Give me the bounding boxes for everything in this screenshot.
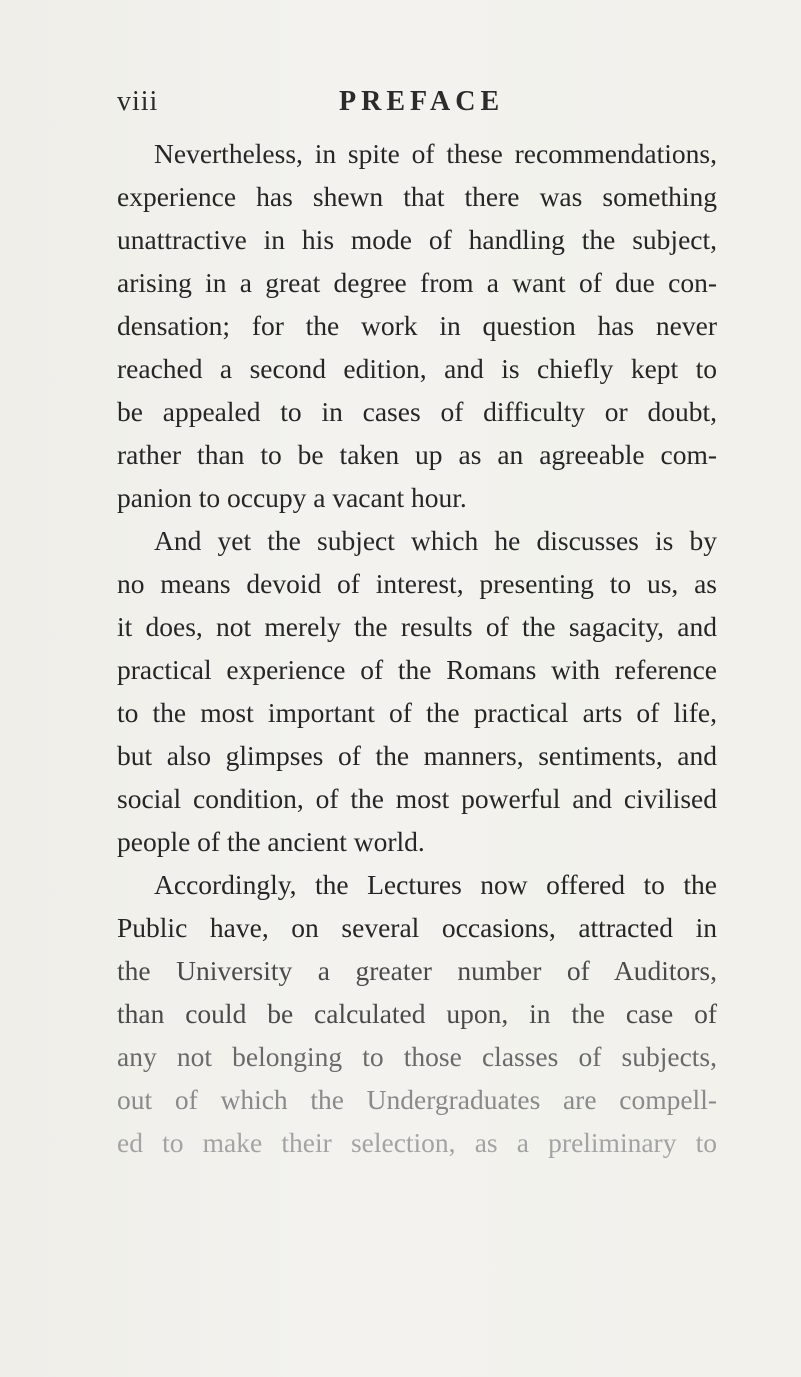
text-line: unattractive in his mode of handling the subject,	[117, 224, 717, 255]
text-line: it does, not merely the results of the sagacity, and	[117, 611, 717, 642]
section-title: PREFACE	[339, 86, 505, 117]
text-line: out of which the Undergraduates are compell-	[117, 1084, 717, 1115]
text-line: reached a second edition, and is chiefly kept to	[117, 353, 717, 384]
text-line: the University a greater number of Auditors,	[117, 955, 717, 986]
text-line: to the most important of the practical arts of life,	[117, 697, 717, 728]
paragraph	[117, 519, 717, 863]
running-head	[117, 86, 717, 126]
text-line: but also glimpses of the manners, sentiments, and	[117, 740, 717, 771]
text-line: than could be calculated upon, in the case of	[117, 998, 717, 1029]
paragraph	[117, 132, 717, 519]
text-line: densation; for the work in question has never	[117, 310, 717, 341]
text-line: arising in a great degree from a want of due con-	[117, 267, 717, 298]
text-line: be appealed to in cases of difficulty or doubt,	[117, 396, 717, 427]
text-line: people of the ancient world.	[117, 826, 425, 857]
body-text	[117, 132, 717, 1164]
text-line: Accordingly, the Lectures now offered to the	[154, 869, 717, 900]
text-line: social condition, of the most powerful and civilised	[117, 783, 717, 814]
text-line: no means devoid of interest, presenting to us, as	[117, 568, 717, 599]
text-line: ed to make their selection, as a preliminary to	[117, 1127, 717, 1158]
text-line: Nevertheless, in spite of these recommendations,	[154, 138, 717, 169]
text-line: rather than to be taken up as an agreeable com-	[117, 439, 717, 470]
text-line: experience has shewn that there was something	[117, 181, 717, 212]
text-line: practical experience of the Romans with reference	[117, 654, 717, 685]
text-line: And yet the subject which he discusses is by	[154, 525, 717, 556]
text-line: Public have, on several occasions, attracted in	[117, 912, 717, 943]
text-line: any not belonging to those classes of subjects,	[117, 1041, 717, 1072]
text-line: panion to occupy a vacant hour.	[117, 482, 467, 513]
page-number: viii	[117, 86, 159, 117]
paragraph	[117, 863, 717, 1164]
